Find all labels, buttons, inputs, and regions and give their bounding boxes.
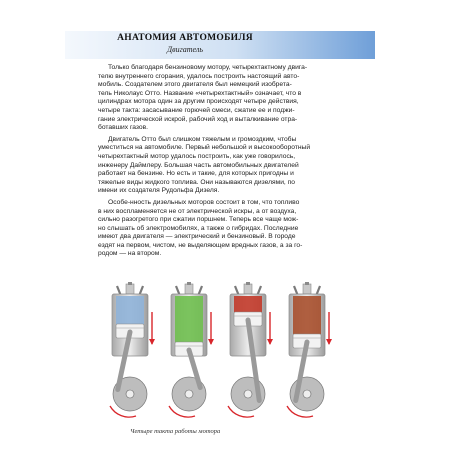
cylinder-power — [228, 282, 273, 417]
arrow-head — [267, 339, 273, 345]
crank-axis — [185, 390, 193, 398]
text-line: телю внутреннего сгорания, удалось построить настоящий авто- — [98, 72, 300, 80]
spark-plug-tip — [187, 282, 191, 285]
text-line: уместиться на автомобиле. Первый небольшой и высокооборотный — [98, 144, 311, 152]
page-title: АНАТОМИЯ АВТОМОБИЛЯ — [117, 33, 253, 43]
text-line: имени их создателя Рудольфа Дизеля. — [98, 187, 220, 195]
text-line: сильно разогретого при сжатии поршнем. Теперь все чаще мож- — [98, 216, 299, 224]
spark-plug — [244, 284, 252, 294]
page-subtitle: Двигатель — [167, 45, 203, 54]
spark-plug-tip — [128, 282, 132, 285]
text-line: Двигатель Отто был слишком тяжелым и громоздким, чтобы — [108, 135, 297, 143]
arrow-head — [149, 339, 155, 345]
cylinder-exhaust — [287, 282, 332, 417]
text-line: мобиль. Создателем этого двигателя был немецкий изобрета- — [98, 81, 292, 89]
figure-caption: Четыре такта работы мотора — [130, 428, 221, 435]
crank-axis — [126, 390, 134, 398]
crank-axis — [303, 390, 311, 398]
text-line: родом — на втором. — [98, 250, 162, 258]
combustion-chamber — [116, 296, 144, 324]
text-line: Особе-нность дизельных моторов состоит в том, что топливо — [108, 198, 300, 206]
article-body — [98, 64, 348, 262]
spark-plug-tip — [305, 282, 309, 285]
paragraph-1 — [98, 64, 348, 133]
text-line: тяжелые виды жидкого топлива. Они называются дизелями, по — [98, 178, 295, 186]
text-line: тель Николаус Отто. Название «четырехтактный» означает, что в — [98, 89, 302, 97]
text-line: в них воспламеняется не от электрической искры, а от воздуха, — [98, 207, 297, 215]
text-line: четыре такта: засасывание горючей смеси, сжатие ее и поджи- — [98, 106, 295, 114]
paragraph-3 — [98, 199, 348, 259]
text-line: четырехтактный мотор удалось построить, как уже говорилось, — [98, 152, 296, 160]
text-line: ботавших газов. — [98, 124, 149, 132]
arrow-head — [326, 339, 332, 345]
cylinder-intake — [110, 282, 155, 417]
combustion-chamber — [293, 296, 321, 334]
paragraph-2 — [98, 136, 348, 196]
arrow-head — [208, 339, 214, 345]
combustion-chamber — [234, 296, 262, 312]
spark-plug — [126, 284, 134, 294]
text-line: гание электрической искрой, рабочий ход и выталкивание отра- — [98, 115, 298, 123]
text-line: имеют два двигателя — электрический и бензиновый. В городе — [98, 233, 296, 241]
four-stroke-engine-illustration — [102, 282, 338, 422]
text-line: цилиндрах мотора один за другим происходят четыре действия, — [98, 98, 299, 106]
combustion-chamber — [175, 296, 203, 342]
text-line: инженеру Даймлеру. Большая часть автомобильных двигателей — [98, 161, 299, 169]
crank-axis — [244, 390, 252, 398]
text-line: ездят на первом, чистом, не выделяющем вредных газов, а за го- — [98, 241, 303, 249]
spark-plug — [303, 284, 311, 294]
text-line: но слышать об электромобилях, а также о гибридах. Последние — [98, 224, 299, 232]
cylinder-compression — [169, 282, 214, 417]
spark-plug — [185, 284, 193, 294]
text-line: Только благодаря бензиновому мотору, четырехтактному двига- — [108, 64, 308, 71]
text-line: работает на бензине. Но есть и такие, для которых пригодны и — [98, 170, 294, 178]
spark-plug-tip — [246, 282, 250, 285]
